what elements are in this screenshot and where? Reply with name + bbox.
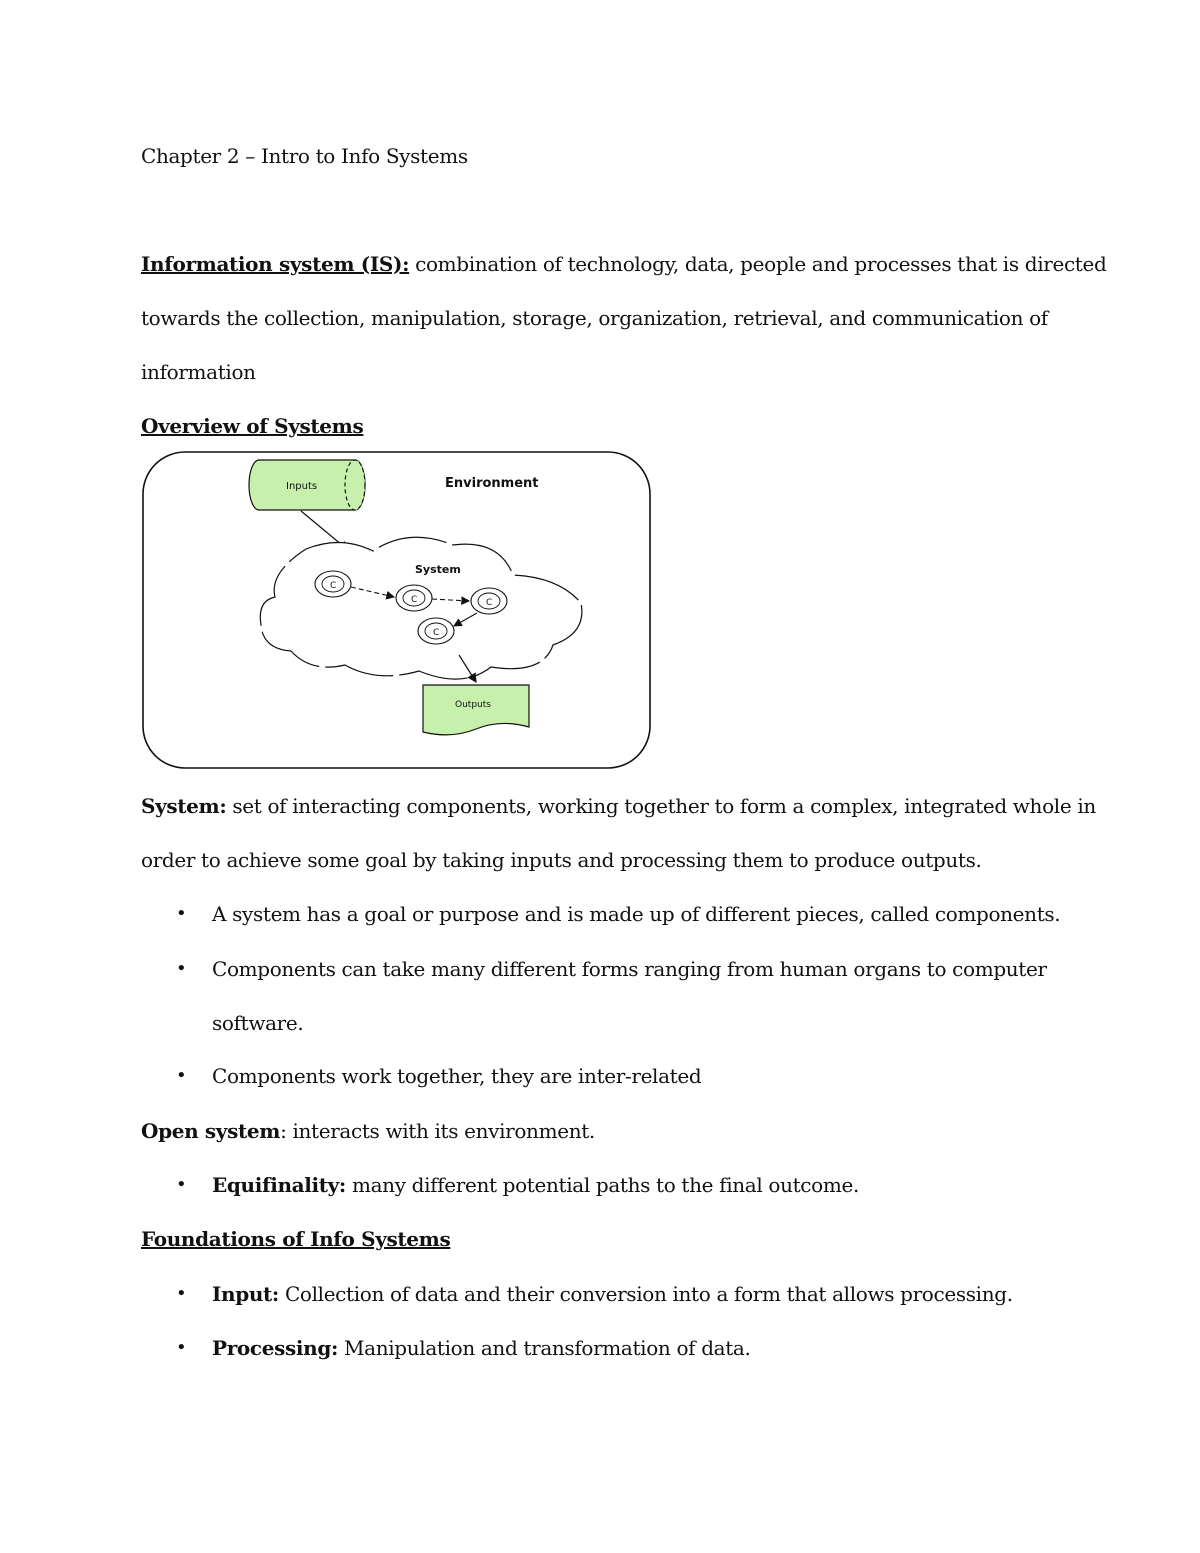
svg-text:C: C (486, 598, 493, 608)
systems-diagram (141, 449, 653, 771)
system-bullet-interrelated: Components work together, they are inter-related (212, 1064, 702, 1088)
overview-heading: Overview of Systems (141, 414, 364, 438)
bullet-marker: • (176, 958, 187, 979)
is-definition-line-3: information (141, 360, 256, 384)
equifinality-definition: Equifinality: many different potential paths to the final outcome. (212, 1173, 859, 1197)
processing-term: Processing: (212, 1336, 338, 1360)
bullet-marker: • (176, 1283, 187, 1304)
open-system-definition: Open system: interacts with its environment. (141, 1119, 595, 1143)
system-bullet-forms-line-1: Components can take many different forms ranging from human organs to computer (212, 957, 1047, 981)
bullet-marker: • (176, 1065, 187, 1086)
system-term: System: (141, 794, 227, 818)
processing-definition: Processing: Manipulation and transformation of data. (212, 1336, 751, 1360)
svg-text:C: C (330, 581, 337, 591)
system-bullet-forms-line-2: software. (212, 1011, 304, 1035)
component-node (418, 618, 454, 644)
input-definition: Input: Collection of data and their conversion into a form that allows processing. (212, 1282, 1013, 1306)
component-node (471, 588, 507, 614)
system-label: System (415, 563, 461, 576)
system-bullet-goal: A system has a goal or purpose and is made up of different pieces, called components. (212, 902, 1061, 926)
page-title: Chapter 2 – Intro to Info Systems (141, 144, 468, 168)
input-term: Input: (212, 1282, 279, 1306)
system-definition-line-1: System: set of interacting components, working together to form a complex, integrated whole in (141, 794, 1096, 818)
outputs-label: Outputs (455, 700, 491, 710)
inputs-label: Inputs (286, 481, 318, 492)
bullet-marker: • (176, 1174, 187, 1195)
environment-label: Environment (445, 476, 539, 491)
is-definition-line-1: Information system (IS): combination of technology, data, people and processes that is directed (141, 252, 1107, 276)
svg-text:C: C (411, 595, 418, 605)
svg-text:C: C (433, 628, 440, 638)
equifinality-term: Equifinality: (212, 1173, 346, 1197)
bullet-marker: • (176, 1337, 187, 1358)
bullet-marker: • (176, 903, 187, 924)
open-system-term: Open system (141, 1119, 281, 1143)
system-definition-line-2: order to achieve some goal by taking inputs and processing them to produce outputs. (141, 848, 982, 872)
is-term: Information system (IS): (141, 252, 410, 276)
foundations-heading: Foundations of Info Systems (141, 1227, 451, 1251)
component-node (315, 571, 351, 597)
inputs-cylinder (249, 460, 365, 510)
component-node (396, 585, 432, 611)
is-definition-line-2: towards the collection, manipulation, storage, organization, retrieval, and communication of (141, 306, 1048, 330)
